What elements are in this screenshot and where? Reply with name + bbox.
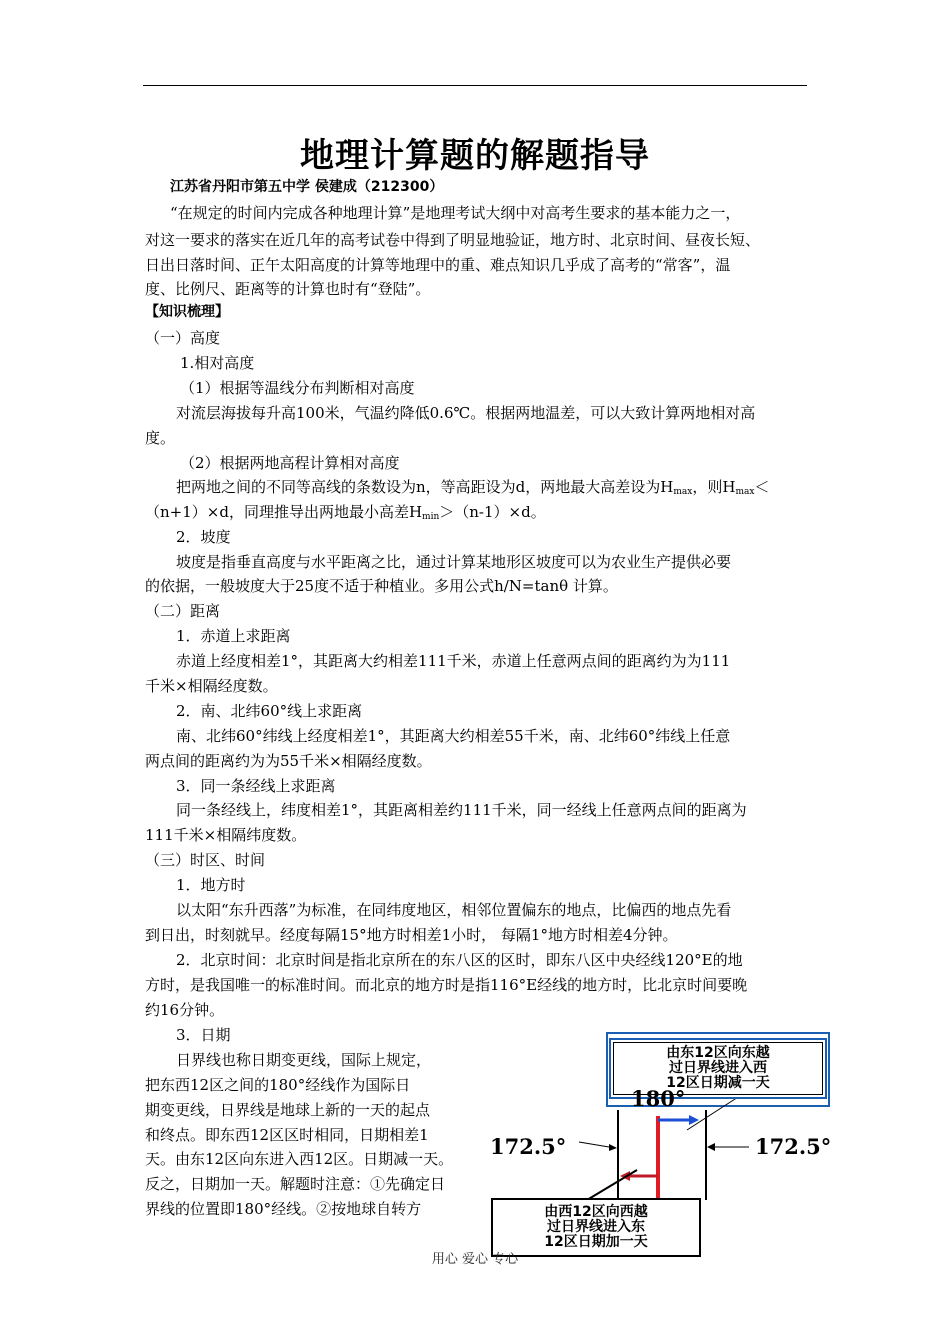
section-distance-heading: （二）距离 bbox=[145, 602, 221, 620]
subheading-local-time: 1．地方时 bbox=[176, 876, 246, 894]
label-180: 180° bbox=[631, 1086, 686, 1111]
body-line: 天。由东12区向东进入西12区。日期减一天。 bbox=[145, 1150, 454, 1168]
subheading-elevation: （2）根据两地高程计算相对高度 bbox=[180, 454, 400, 472]
bottom-note-line: 12区日期加一天 bbox=[544, 1234, 648, 1250]
body-line: 赤道上经度相差1°，其距离大约相差111千米，赤道上任意两点间的距离约为为111 bbox=[176, 652, 731, 670]
header-rule bbox=[143, 85, 807, 86]
subheading-equator: 1．赤道上求距离 bbox=[176, 627, 291, 645]
intro-line: 日出日落时间、正午太阳高度的计算等地理中的重、难点知识几乎成了高考的“常客”，温 bbox=[145, 256, 731, 274]
body-line: 度。 bbox=[145, 429, 176, 447]
subheading-slope: 2．坡度 bbox=[176, 528, 231, 546]
label-172-5-left: 172.5° bbox=[490, 1134, 567, 1159]
top-note-line: 12区日期减一天 bbox=[666, 1075, 770, 1091]
body-text: ＜ bbox=[754, 478, 770, 496]
body-line: 把东西12区之间的180°经线作为国际日 bbox=[145, 1076, 411, 1094]
body-line: 和终点。即东西12区区时相同，日期相差1 bbox=[145, 1126, 429, 1144]
section-height-heading: （一）高度 bbox=[145, 329, 221, 347]
body-line: 对流层海拔每升高100米，气温约降低0.6℃。根据两地温差，可以大致计算两地相对高 bbox=[176, 404, 756, 422]
body-line: 111千米×相隔纬度数。 bbox=[145, 826, 307, 844]
label-172-5-right: 172.5° bbox=[755, 1134, 832, 1159]
date-line-figure bbox=[487, 1030, 832, 1255]
top-note-line: 由东12区向东越 bbox=[666, 1045, 770, 1061]
body-line: 2．北京时间：北京时间是指北京所在的东八区的区时，即东八区中央经线120°E的地 bbox=[176, 951, 743, 969]
section-time-heading: （三）时区、时间 bbox=[145, 851, 266, 869]
subheading-lat60: 2．南、北纬60°线上求距离 bbox=[176, 702, 363, 720]
body-line: 千米×相隔经度数。 bbox=[145, 677, 278, 695]
body-text: ＞（n-1）×d。 bbox=[439, 503, 546, 521]
document-title: 地理计算题的解题指导 bbox=[300, 136, 650, 176]
body-line-hmin bbox=[145, 502, 546, 527]
intro-line: 对这一要求的落实在近几年的高考试卷中得到了明显地验证，地方时、北京时间、昼夜长短、 bbox=[145, 231, 761, 249]
subheading-meridian: 3．同一条经线上求距离 bbox=[176, 777, 336, 795]
body-text: 把两地之间的不同等高线的条数设为n，等高距设为d，两地最大高差设为H bbox=[176, 478, 674, 496]
bottom-note-line: 由西12区向西越 bbox=[544, 1204, 648, 1220]
subscript: max bbox=[673, 487, 693, 497]
body-text: （n+1）×d，同理推导出两地最小高差H bbox=[145, 503, 423, 521]
body-line: 坡度是指垂直高度与水平距离之比，通过计算某地形区坡度可以为农业生产提供必要 bbox=[176, 553, 732, 571]
intro-line: 度、比例尺、距离等的计算也时有“登陆”。 bbox=[145, 280, 431, 298]
bottom-note-inner bbox=[495, 1202, 697, 1253]
body-line: 期变更线，日界线是地球上新的一天的起点 bbox=[145, 1101, 431, 1119]
body-line: 方时，是我国唯一的标准时间。而北京的地方时是指116°E经线的地方时，比北京时间要晚 bbox=[145, 976, 748, 994]
subheading-date: 3．日期 bbox=[176, 1026, 231, 1044]
body-line: 界线的位置即180°经线。②按地球自转方 bbox=[145, 1200, 422, 1218]
body-line: 同一条经线上，纬度相差1°，其距离相差约111千米，同一经线上任意两点间的距离为 bbox=[176, 801, 747, 819]
body-line: 两点间的距离约为为55千米×相隔经度数。 bbox=[145, 752, 432, 770]
section-knowledge-heading: 【知识梳理】 bbox=[145, 304, 229, 320]
body-line: 反之，日期加一天。解题时注意：①先确定日 bbox=[145, 1175, 446, 1193]
body-line: 日界线也称日期变更线，国际上规定， bbox=[176, 1051, 432, 1069]
subheading-relative-height: 1.相对高度 bbox=[180, 354, 255, 372]
body-line: 到日出，时刻就早。经度每隔15°地方时相差1小时， 每隔1°地方时相差4分钟。 bbox=[145, 926, 678, 944]
top-note-line: 过日界线进入西 bbox=[669, 1060, 767, 1076]
author-line: 江苏省丹阳市第五中学 侯建成（212300） bbox=[170, 179, 444, 195]
body-line-hmax bbox=[176, 477, 769, 502]
page-footer: 用心 爱心 专心 bbox=[431, 1252, 519, 1267]
body-line: 的依据，一般坡度大于25度不适于种植业。多用公式h/N=tanθ 计算。 bbox=[145, 577, 618, 595]
bottom-note-line: 过日界线进入东 bbox=[547, 1219, 645, 1235]
body-line: 约16分钟。 bbox=[145, 1001, 225, 1019]
subscript: min bbox=[422, 512, 440, 522]
body-line: 以太阳“东升西落”为标准，在同纬度地区，相邻位置偏东的地点，比偏西的地点先看 bbox=[176, 901, 732, 919]
subheading-isotherm: （1）根据等温线分布判断相对高度 bbox=[180, 379, 415, 397]
subscript: max bbox=[735, 487, 755, 497]
body-line: 南、北纬60°纬线上经度相差1°，其距离大约相差55千米，南、北纬60°纬线上任意 bbox=[176, 727, 731, 745]
body-text: ，则H bbox=[692, 478, 736, 496]
intro-line: “在规定的时间内完成各种地理计算”是地理考试大纲中对高考生要求的基本能力之一， bbox=[170, 204, 741, 222]
